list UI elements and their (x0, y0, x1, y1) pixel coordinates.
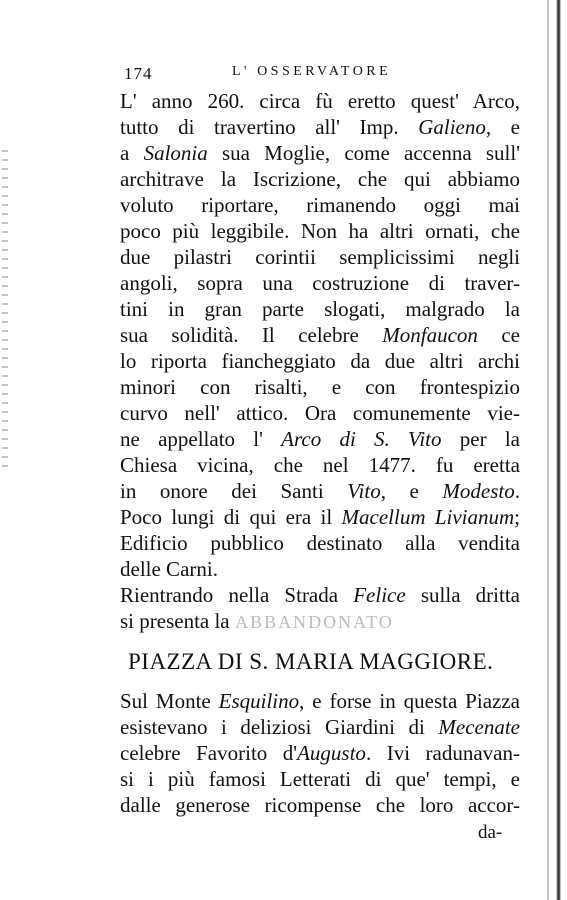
text-line: Rientrando nella Strada Felice sulla dritta (120, 583, 520, 607)
text-line: ne appellato l' Arco di S. Vito per la (120, 427, 520, 451)
text-line: Sul Monte Esquilino, e forse in questa Piazza (120, 689, 520, 713)
paragraph-piazza (120, 688, 520, 818)
italic-text: Monfaucon (382, 323, 478, 347)
text-line: due pilastri corintii semplicissimi negli (120, 245, 520, 269)
italic-text: Esquilino (218, 689, 300, 713)
text-line: Edificio pubblico destinato alla vendita (120, 531, 520, 555)
italic-text: Galieno (418, 115, 486, 139)
text-line: dalle generose ricompense che loro accor- (120, 793, 520, 817)
italic-text: Macellum Livianum (341, 505, 515, 529)
page-number: 174 (124, 64, 153, 83)
italic-text: Mecenate (438, 715, 520, 739)
scan-artifact-left (2, 150, 8, 470)
text-line: in onore dei Santi Vito, e Modesto. (120, 479, 520, 503)
text-line: curvo nell' attico. Ora comunemente vie- (120, 401, 520, 425)
text-line: poco più leggibile. Non ha altri ornati, che (120, 219, 520, 243)
text-line: voluto riportare, rimanendo oggi mai (120, 193, 520, 217)
italic-text: Vito (347, 479, 381, 503)
faded-show-through-text: ABBANDONATO (229, 612, 394, 632)
text-line: a Salonia sua Moglie, come accenna sull' (120, 141, 520, 165)
italic-text: Augusto (297, 741, 366, 765)
text-line: si i più famosi Letterati di que' tempi, e (120, 767, 520, 791)
text-line: delle Carni. (120, 557, 218, 581)
text-line: si presenta la ABBANDONATO (120, 609, 394, 633)
page-edge-shadow (556, 0, 561, 900)
italic-text: Modesto (442, 479, 515, 503)
text-line: Poco lungi di qui era il Macellum Livianum; (120, 505, 520, 529)
text-line: minori con risalti, e con frontespizio (120, 375, 520, 399)
section-title: PIAZZA DI S. MARIA MAGGIORE. (128, 649, 494, 674)
paragraph-arco (120, 88, 520, 634)
page-edge-line (547, 0, 549, 900)
italic-text: Felice (353, 583, 406, 607)
page-header (124, 64, 434, 88)
text-line: celebre Favorito d'Augusto. Ivi radunavan- (120, 741, 520, 765)
catchword: da- (478, 822, 503, 843)
italic-text: Arco di S. Vito (281, 427, 442, 451)
text-line: esistevano i deliziosi Giardini di Mecenate (120, 715, 520, 739)
running-title: L' OSSERVATORE (232, 64, 392, 79)
italic-text: Salonia (143, 141, 208, 165)
text-line: tutto di travertino all' Imp. Galieno, e (120, 115, 520, 139)
text-line: Chiesa vicina, che nel 1477. fu eretta (120, 453, 520, 477)
text-line: L' anno 260. circa fù eretto quest' Arco, (120, 89, 520, 113)
text-line: tini in gran parte slogati, malgrado la (120, 297, 520, 321)
text-line: lo riporta fiancheggiato da due altri archi (120, 349, 520, 373)
text-line: sua solidità. Il celebre Monfaucon ce (120, 323, 520, 347)
text-line: angoli, sopra una costruzione di traver- (120, 271, 520, 295)
text-line: architrave la Iscrizione, che qui abbiamo (120, 167, 520, 191)
